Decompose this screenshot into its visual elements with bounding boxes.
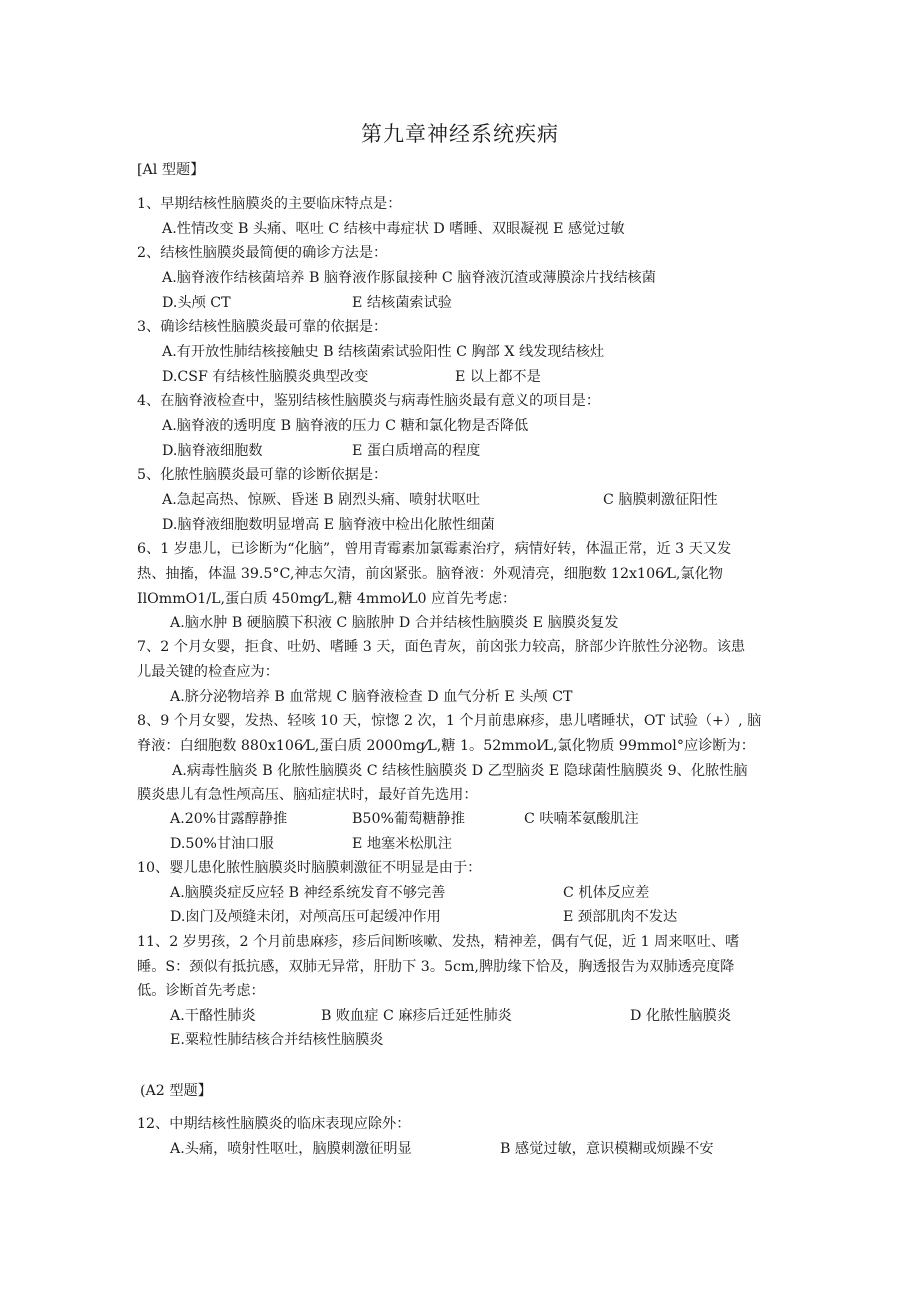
question-9-stem-cont: 膜炎患儿有急性颅高压、脑疝症状时，最好首先选用： xyxy=(137,787,478,803)
question-3-option-e: E 以上都不是 xyxy=(455,369,541,385)
section-heading-a2: (A2 型题】 xyxy=(140,1083,212,1099)
question-11-options-bc: B 败血症 C 麻疹后迁延性肺炎 xyxy=(321,1008,512,1024)
question-8-stem-line2: 脊液：白细胞数 880x106⁄L,蛋白质 2000mg⁄L,糖 1。52mmol⁄L,氯化物质 99mmol°应诊断为： xyxy=(137,738,755,754)
question-12-option-b: B 感觉过敏，意识模糊或烦躁不安 xyxy=(500,1141,714,1157)
question-7-options: A.脐分泌物培养 B 血常规 C 脑脊液检查 D 血气分析 E 头颅 CT xyxy=(170,689,573,705)
question-5-stem: 5、化脓性脑膜炎最可靠的诊断依据是： xyxy=(137,467,388,483)
question-3-stem: 3、确诊结核性脑膜炎最可靠的依据是： xyxy=(137,319,388,335)
question-7-stem-line1: 7、2 个月女婴，拒食、吐奶、嗜睡 3 天，面色青灰，前囟张力较高，脐部少许脓性分泌物。该患 xyxy=(137,639,746,655)
question-8-stem-line1: 8、9 个月女婴，发热、轻咳 10 天，惊愡 2 次，1 个月前患麻疹，患儿嗜睡状，OT 试验（+）, 脑 xyxy=(137,713,762,729)
question-11-stem-line3: 低。诊断首先考虑： xyxy=(137,983,265,999)
question-10-option-e: E 颈部肌肉不发达 xyxy=(563,909,678,925)
question-11-stem-line2: 睡。S：颈似有抵抗感，双肺无异常，肝肋下 3。5cm,脾肋缘下恰及，胸透报告为双肺透亮度降 xyxy=(137,959,735,975)
question-6-stem-line1: 6、1 岁患儿，已诊断为“化脑”，曾用青霉素加氯霉素治疗，病情好转，体温正常，近 3 天又发 xyxy=(137,541,732,557)
question-3-option-d: D.CSF 有结核性脑膜炎典型改变 xyxy=(162,369,369,385)
question-12-option-a: A.头痛，喷射性呕吐，脑膜刺激征明显 xyxy=(170,1141,412,1157)
question-2-stem: 2、结核性脑膜炎最简便的确诊方法是： xyxy=(137,245,388,261)
question-6-stem-line3: IlOmmO1/L,蛋白质 450mg⁄L,糖 4mmol⁄L0 应首先考虑： xyxy=(137,591,517,607)
question-11-option-e: E.粟粒性肺结核合并结核性脑膜炎 xyxy=(170,1032,384,1048)
question-9-option-c: C 呋喃苯氨酸肌注 xyxy=(524,811,639,827)
question-4-option-d: D.脑脊液细胞数 xyxy=(162,443,263,459)
question-7-stem-line2: 儿最关键的检查应为： xyxy=(137,664,279,680)
section-heading-a1: [Al 型题】 xyxy=(137,162,205,178)
question-9-option-a: A.20%甘露醇静推 xyxy=(170,811,288,827)
question-1-stem: 1、早期结核性脑膜炎的主要临床特点是： xyxy=(137,196,402,212)
question-10-option-c: C 机体反应差 xyxy=(563,885,650,901)
question-5-option-c: C 脑膜刺激征阳性 xyxy=(603,492,718,508)
question-10-option-d: D.囱门及颅缝未闭，对颅高压可起缓冲作用 xyxy=(170,909,441,925)
question-12-stem: 12、中期结核性脑膜炎的临床表现应除外： xyxy=(137,1116,411,1132)
question-2-options-line1: A.脑脊液作结核菌培养 B 脑脊液作豚鼠接种 C 脑脊液沉渣或薄膜涂片找结核菌 xyxy=(162,270,656,286)
question-9-option-e: E 地塞米松肌注 xyxy=(352,836,452,852)
question-11-stem-line1: 11、2 岁男孩，2 个月前患麻疹，疹后间断咳嗽、发热，精神差，偶有气促，近 1 周来呕吐、嗜 xyxy=(137,934,740,950)
question-2-option-d: D.头颅 CT xyxy=(162,295,231,311)
question-11-option-d: D 化脓性脑膜炎 xyxy=(630,1008,732,1024)
question-10-options-ab: A.脑膜炎症反应轻 B 神经系统发育不够完善 xyxy=(170,885,446,901)
question-11-option-a: A.干酪性肺炎 xyxy=(170,1008,256,1024)
question-9-option-b: B50%葡萄糖静推 xyxy=(352,811,465,827)
question-6-options: A.脑水肿 B 硬脑膜下积液 C 脑脓肿 D 合并结核性脑膜炎 E 脑膜炎复发 xyxy=(170,615,619,631)
question-5-options-de: D.脑脊液细胞数明显增高 E 脑脊液中检出化脓性细菌 xyxy=(162,517,495,533)
question-2-option-e: E 结核菌索试验 xyxy=(352,295,452,311)
question-3-options-line1: A.有开放性肺结核接触史 B 结核菌索试验阳性 C 胸部 X 线发现结核灶 xyxy=(162,344,605,360)
question-4-option-e: E 蛋白质增高的程度 xyxy=(352,443,481,459)
question-8-options-with-q9-start: A.病毒性脑炎 B 化脓性脑膜炎 C 结核性脑膜炎 D 乙型脑炎 E 隐球菌性脑膜炎 9、化脓性脑 xyxy=(172,763,748,779)
question-6-stem-line2: 热、抽搐，体温 39.5°C,神志欠清，前囟紧张。脑脊液：外观清亮，细胞数 12x106⁄L,氯化物 xyxy=(137,566,723,582)
question-10-stem: 10、婴儿患化脓性脑膜炎时脑膜刺激征不明显是由于： xyxy=(137,860,482,876)
chapter-title: 第九章神经系统疾病 xyxy=(361,122,559,146)
question-1-options: A.性情改变 B 头痛、呕吐 C 结核中毒症状 D 嗜睡、双眼凝视 E 感觉过敏 xyxy=(162,221,625,237)
question-5-options-ab: A.急起高热、惊厥、昏迷 B 剧烈头痛、喷射状呕吐 xyxy=(162,492,480,508)
question-9-option-d: D.50%甘油口服 xyxy=(170,836,274,852)
question-4-options-line1: A.脑脊液的透明度 B 脑脊液的压力 C 糖和氯化物是否降低 xyxy=(162,418,529,434)
question-4-stem: 4、在脑脊液检查中，鉴别结核性脑膜炎与病毒性脑炎最有意义的项目是： xyxy=(137,393,601,409)
